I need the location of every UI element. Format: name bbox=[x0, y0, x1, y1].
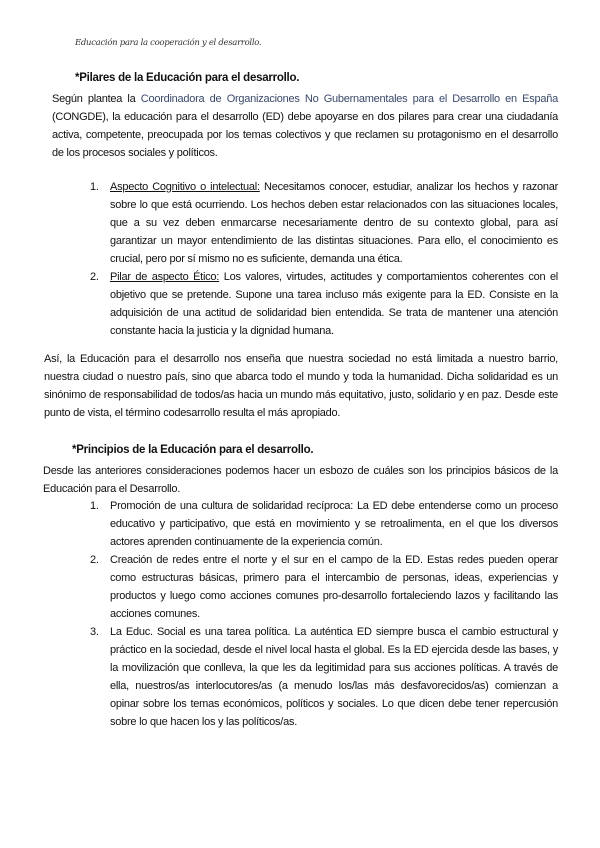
item-text: La Educ. Social es una tarea política. La auténtica ED siempre busca el cambio estructural y práctico en la sociedad, desde el nivel local hasta el global. Es la ED ejercida desde las bases, y la movilización que conlleva, la que les da legitimidad para sus acciones políticas. A través de ella, nuestros/as interlocutores/as (a menudo los/las más desfavorecidos/as) comienzan a opinar sobre los temas económicos, políticos y sociales. Lo que dicen debe tener repercusión sobre lo que hacen los y las políticos/as. bbox=[110, 626, 558, 728]
intro-rest: (CONGDE), la educación para el desarrollo (ED) debe apoyarse en dos pilares para crear una ciudadanía activa, competente, preocupada por los temas colectivos y que reclamen su protagonismo en el desarrollo de los procesos sociales y políticos. bbox=[52, 111, 558, 159]
item-number: 2. bbox=[90, 271, 99, 283]
item-text: Promoción de una cultura de solidaridad recíproca: La ED debe entenderse como un proceso educativo y participativo, que está en movimiento y se retroalimenta, en el que los diversos actores aprenden continuamente de la experiencia común. bbox=[110, 500, 558, 548]
section-heading-pilares: *Pilares de la Educación para el desarrollo. bbox=[75, 72, 300, 84]
principios-intro: Desde las anteriores consideraciones podemos hacer un esbozo de cuáles son los principios básicos de la Educación para el Desarrollo. bbox=[43, 465, 558, 495]
item-number: 1. bbox=[90, 500, 99, 512]
item-text: Los valores, virtudes, actitudes y comportamientos coherentes con el objetivo que se pretende. Supone una tarea incluso más exigente para la ED. Consiste en la adquisición de una actitud de solidaridad bien entendida. Se trata de mantener una atención constante hacia la justicia y la dignidad humana. bbox=[110, 271, 559, 337]
page-header: Educación para la cooperación y el desarrollo. bbox=[75, 38, 262, 48]
list-item bbox=[90, 551, 558, 623]
item-number: 2. bbox=[90, 554, 99, 566]
item-text: Creación de redes entre el norte y el sur en el campo de la ED. Estas redes pueden operar como estructuras básicas, primero para el intercambio de personas, ideas, experiencias y productos y luego como acciones comunes pro-desarrollo fortaleciendo lazos y facilitando las acciones comunes. bbox=[110, 554, 558, 620]
item-text: Necesitamos conocer, estudiar, analizar los hechos y razonar sobre lo que está ocurriendo. Los hechos deben estar relacionados con las situaciones locales, que a su vez deben enmarcarse necesariamente dentro de su contexto global, para así garantizar un mayor entendimiento de las distintas situaciones. Para ello, el conocimiento es crucial, pero por sí mismo no es suficiente, demanda una ética. bbox=[110, 181, 559, 265]
pilares-list bbox=[90, 178, 558, 340]
item-number: 3. bbox=[90, 626, 99, 638]
list-item bbox=[90, 623, 558, 731]
principios-list bbox=[90, 497, 558, 731]
intro-paragraph bbox=[52, 90, 558, 162]
list-item bbox=[90, 497, 558, 551]
item-title: Aspecto Cognitivo o intelectual: bbox=[110, 181, 260, 193]
section-heading-principios: *Principios de la Educación para el desarrollo. bbox=[72, 444, 314, 456]
item-title: Pilar de aspecto Ético: bbox=[110, 271, 220, 283]
asi-paragraph: Así, la Educación para el desarrollo nos enseña que nuestra sociedad no está limitada a nuestro barrio, nuestra ciudad o nuestro país, sino que abarca todo el mundo y toda la humanidad. Dicha solidaridad es un sinónimo de responsabilidad de todos/as hacia un mundo más equitativo, justo, solidario y en paz. Desde este punto de vista, el término codesarrollo resulta el más apropiado. bbox=[44, 353, 558, 419]
list-item bbox=[90, 178, 558, 268]
list-item bbox=[90, 268, 558, 340]
intro-prefix: Según plantea la bbox=[52, 93, 141, 105]
congde-reference: Coordinadora de Organizaciones No Gubernamentales para el Desarrollo en España bbox=[140, 93, 558, 105]
item-number: 1. bbox=[90, 181, 99, 193]
